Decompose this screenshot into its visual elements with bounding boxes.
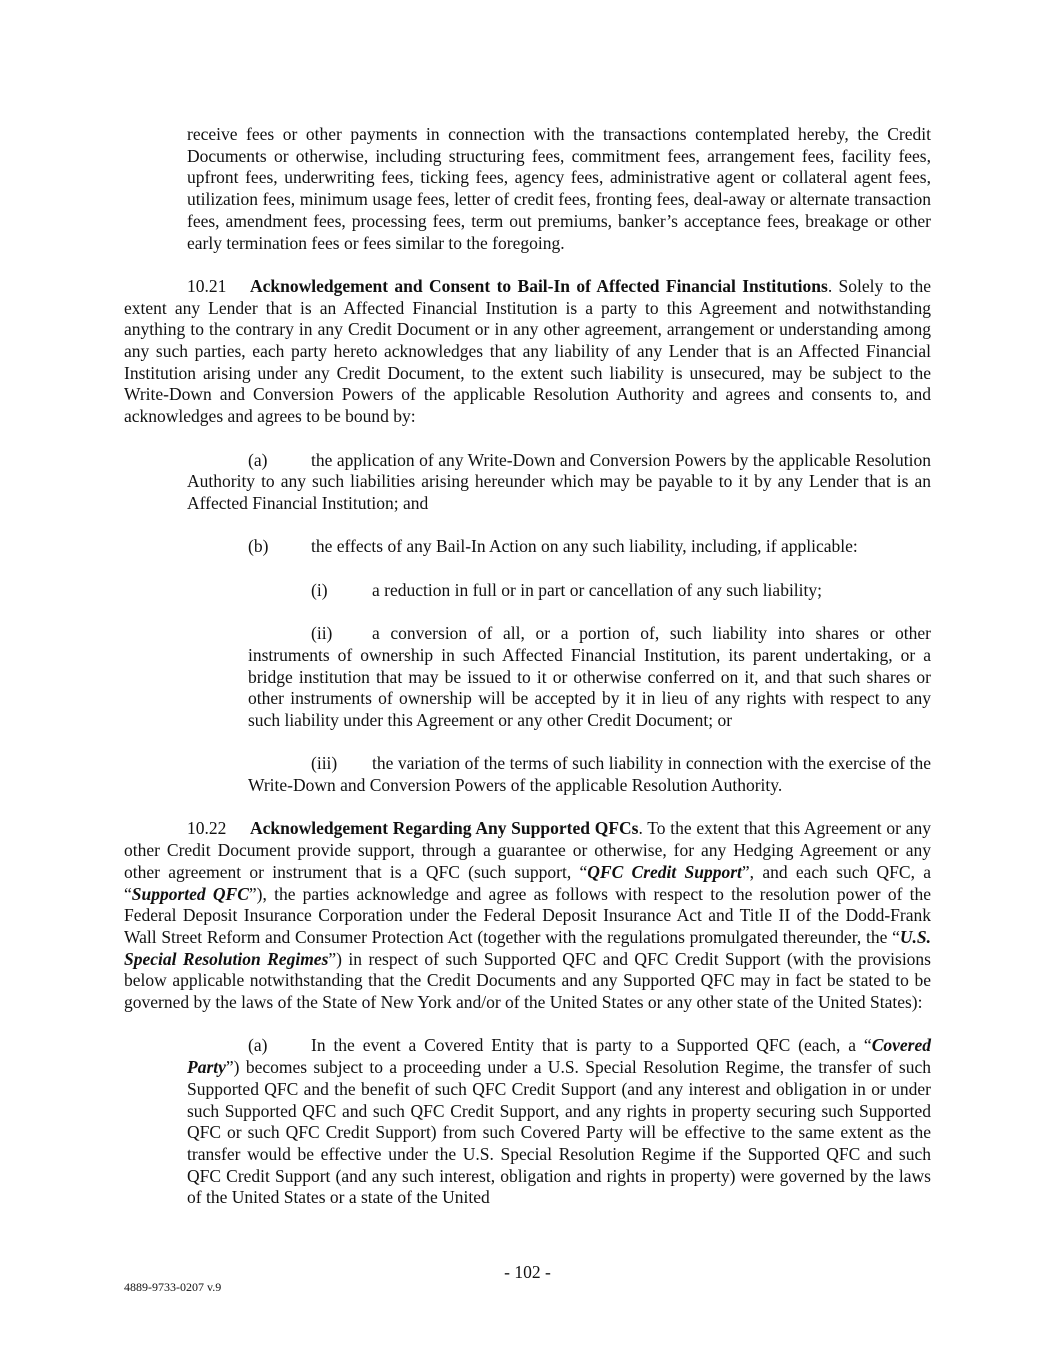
section-heading: Acknowledgement Regarding Any Supported QFCs [250,818,639,839]
page-number: - 102 - [504,1262,551,1282]
defined-term: Covered Party [187,1035,931,1078]
clause-a-qfc [187,1035,931,1209]
section-text: . To the extent that this Agreement or any other Credit Document provide support, through a guarantee or otherwise, for any Hedging Agreement or any other agreement or instrument that is a QFC (such support, “ [124,818,931,882]
defined-term: Supported QFC [131,883,249,904]
clause-text: a reduction in full or in part or cancellation of any such liability; [372,579,823,600]
document-id: 4889-9733-0207 v.9 [124,1280,222,1294]
section-number: 10.22 [187,818,227,839]
clause-text: the variation of the terms of such liability in connection with the exercise of the Write-Down and Conversion Powers of the applicable Resolution Authority. [248,753,931,795]
clause-text: ”) becomes subject to a proceeding under a U.S. Special Resolution Regime, the transfer of such Supported QFC and the benefit of such QFC Credit Support (and any interest and obligation in or under such Supported QFC and such QFC Credit Support, and any rights in property securing such Supported QFC or such QFC Credit Support) from such Covered Party will be effective to the same extent as the transfer would be effective under the U.S. Special Resolution Regime if the Supported QFC and such QFC Credit Support (and any such interest, obligation and rights in property) were governed by the laws of the United States or a state of the United [187,1057,931,1208]
defined-term: QFC Credit Support [587,861,742,882]
clause-text: In the event a Covered Entity that is party to a Supported QFC (each, a “ [311,1035,872,1056]
clause-text: the application of any Write-Down and Conversion Powers by the applicable Resolution Authority to any such liabilities arising hereunder which may be payable to it by any Lender that is an Affected Financial Institution; and [187,449,931,513]
clause-label: (b) [248,536,269,557]
section-10-22 [124,818,931,1013]
section-heading: Acknowledgement and Consent to Bail-In of Affected Financial Institutions [250,275,828,296]
clause-label: (a) [248,1035,268,1056]
document-page [124,124,931,1231]
clause-ii [248,623,931,732]
clause-i [124,580,931,602]
clause-text: a conversion of all, or a portion of, such liability into shares or other instruments of ownership in such Affected Financial Institution, its parent undertaking, or a bridge institution that may be issued to it or otherwise conferred on it, and that such shares or other instruments of ownership will be accepted by it in lieu of any rights with respect to any such liability under this Agreement or any other Credit Document; or [248,623,931,730]
section-text: ”, and each such QFC, a “ [124,861,931,904]
paragraph-fees-continuation: receive fees or other payments in connection with the transactions contemplated hereby, the Credit Documents or otherwise, including structuring fees, commitment fees, arrangement fees, facility fees, upfront fees, underwriting fees, ticking fees, agency fees, administrative agent or collateral agent fees, utilization fees, minimum usage fees, letter of credit fees, fronting fees, deal-away or alternate transaction fees, amendment fees, processing fees, term out premiums, banker’s acceptance fees, breakage or other early termination fees or fees similar to the foregoing. [187,124,931,253]
clause-text: the effects of any Bail-In Action on any such liability, including, if applicable: [311,536,858,557]
clause-label: (i) [311,579,328,600]
clause-iii [248,753,931,796]
section-text: ”) in respect of such Supported QFC and QFC Credit Support (with the provisions below applicable notwithstanding that the Credit Documents and any Supported QFC may in fact be stated to be governed by the laws of the State of New York and/or of the United States or any other state of the United States): [124,948,931,1013]
section-number: 10.21 [187,275,227,296]
clause-label: (a) [248,449,268,470]
defined-term: U.S. Special Resolution Regimes [124,926,931,969]
clause-a [187,450,931,515]
section-10-21 [124,276,931,428]
clause-b [124,536,931,558]
clause-label: (ii) [311,623,333,644]
section-body: . Solely to the extent any Lender that is an Affected Financial Institution is a party to this Agreement and notwithstanding anything to the contrary in any Credit Document or in any other agreement, arrangement or understanding among any such parties, each party hereto acknowledges that any liability of any Lender that is an Affected Financial Institution arising under any Credit Document, to the extent such liability is unsecured, may be subject to the Write-Down and Conversion Powers of the applicable Resolution Authority and agrees and consents to, and acknowledges and agrees to be bound by: [124,275,931,427]
section-text: ”), the parties acknowledge and agree as follows with respect to the resolution power of the Federal Deposit Insurance Corporation under the Federal Deposit Insurance Act and Title II of the Dodd-Frank Wall Street Reform and Consumer Protection Act (together with the regulations promulgated thereunder, the “ [124,883,931,947]
clause-label: (iii) [311,753,338,774]
